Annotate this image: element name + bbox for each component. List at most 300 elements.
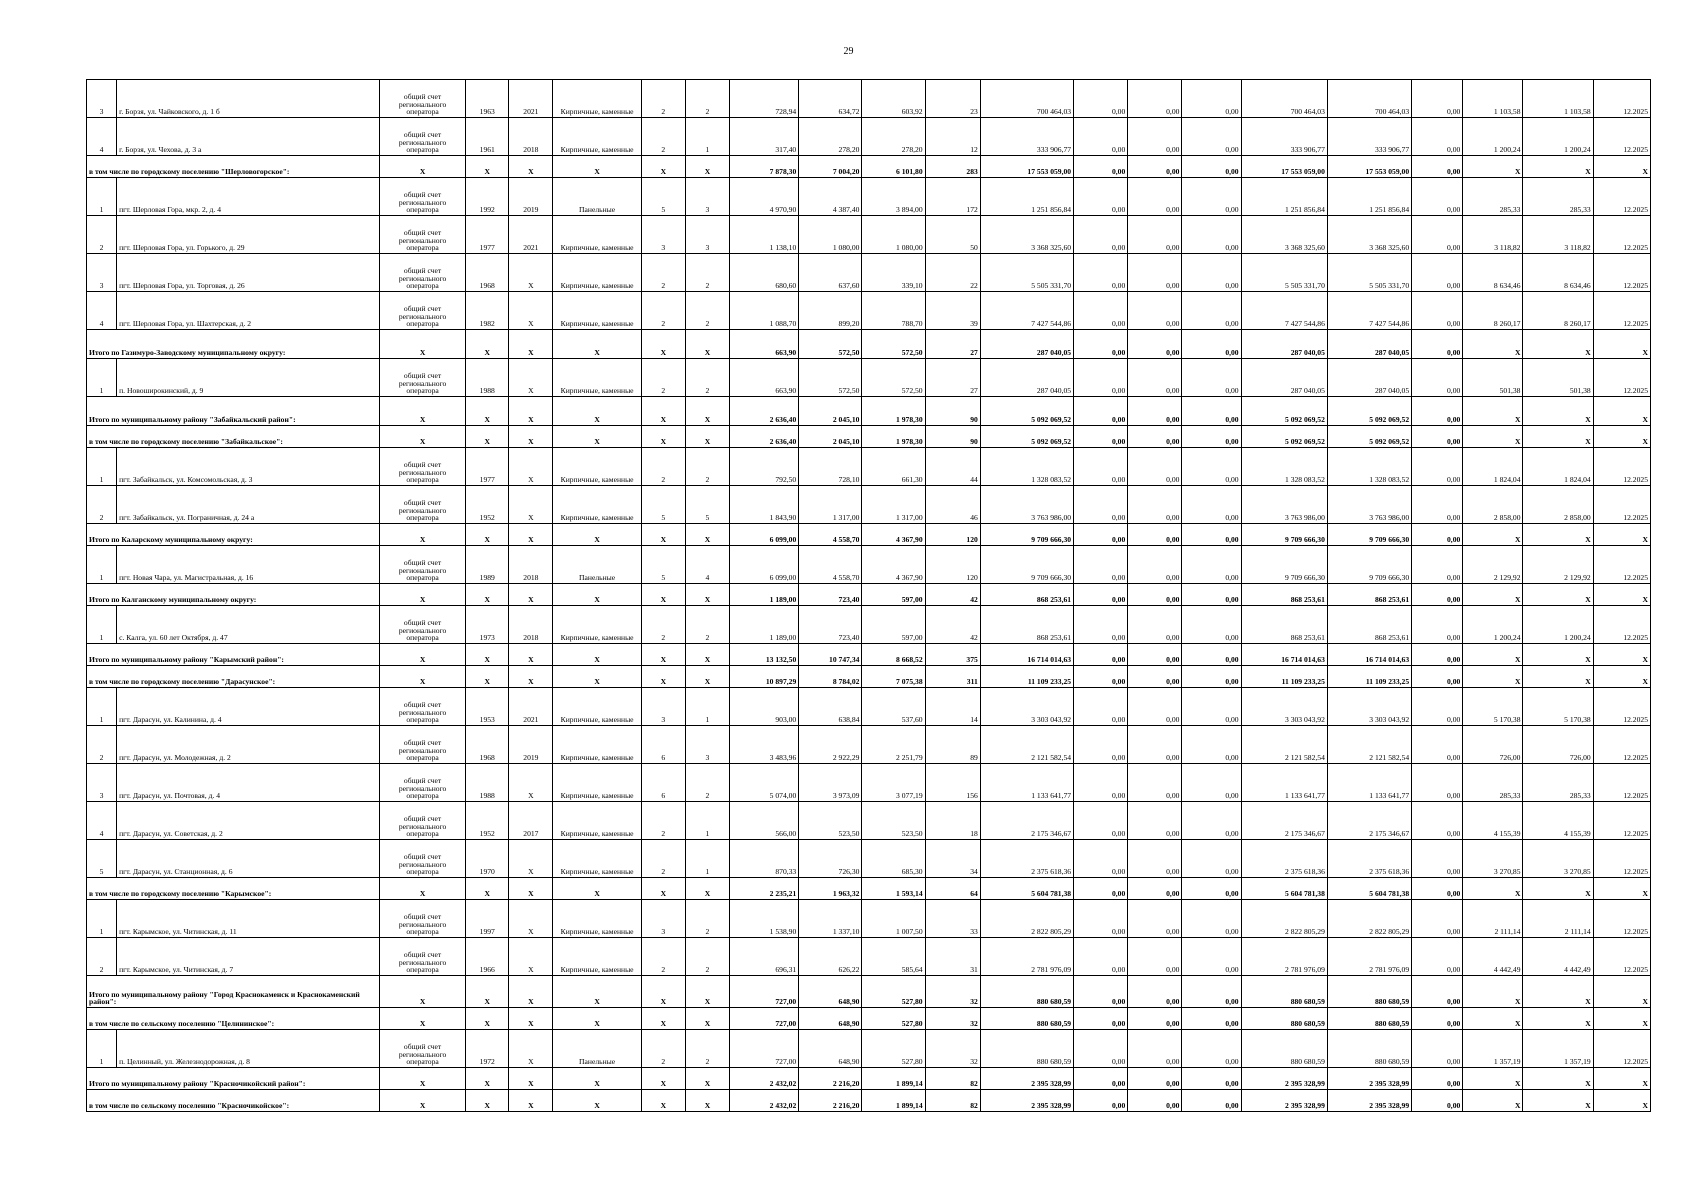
funding-4-cell: 11 109 233,25 [1241, 666, 1327, 688]
wall-material-cell: Кирпичные, каменные [553, 292, 641, 330]
unit-max-cost-cell: X [1523, 397, 1593, 426]
funding-2-cell: 0,00 [1128, 606, 1182, 644]
wall-material-cell: Кирпичные, каменные [553, 900, 641, 938]
unit-cost-cell: 3 118,82 [1463, 216, 1523, 254]
unit-max-cost-cell: 2 129,92 [1523, 546, 1593, 584]
funding-3-cell: 0,00 [1182, 976, 1241, 1008]
address-cell: пгт. Шерловая Гора, ул. Шахтерская, д. 2 [117, 292, 380, 330]
fund-cell: общий счет регионального оператора [379, 802, 465, 840]
funding-1-cell: 0,00 [1074, 1090, 1128, 1112]
funding-1-cell: 0,00 [1074, 666, 1128, 688]
area-residential-cell: 1 899,14 [862, 1090, 925, 1112]
table-row [87, 546, 1651, 584]
unit-cost-cell: 5 170,38 [1463, 688, 1523, 726]
area-living-cell: 7 004,20 [799, 156, 862, 178]
floors-cell: 5 [641, 486, 685, 524]
cost-sum-cell: 9 709 666,30 [1327, 546, 1411, 584]
funding-3-cell: 0,00 [1182, 524, 1241, 546]
address-cell: г. Борзя, ул. Чехова, д. 3 а [117, 118, 380, 156]
table-row [87, 840, 1651, 878]
year-built-cell: 1970 [466, 840, 509, 878]
wall-material-cell: Кирпичные, каменные [553, 688, 641, 726]
funding-2-cell: 0,00 [1128, 254, 1182, 292]
cost-sum-cell: 880 680,59 [1327, 1030, 1411, 1068]
fund-cell: X [379, 976, 465, 1008]
funding-2-cell: 0,00 [1128, 426, 1182, 448]
deadline-cell: 12.2025 [1593, 938, 1650, 976]
table-row [87, 448, 1651, 486]
wall-material-cell: X [553, 1008, 641, 1030]
row-number-cell: 1 [87, 448, 117, 486]
area-living-cell: 726,30 [799, 840, 862, 878]
unit-max-cost-cell: 501,38 [1523, 359, 1593, 397]
year-built-cell: 1952 [466, 802, 509, 840]
wall-material-cell: X [553, 524, 641, 546]
floors-cell: X [641, 1090, 685, 1112]
floors-cell: 6 [641, 726, 685, 764]
funding-3-cell: 0,00 [1182, 80, 1241, 118]
residents-cell: 14 [925, 688, 980, 726]
funding-1-cell: 0,00 [1074, 584, 1128, 606]
entrances-cell: X [685, 426, 729, 448]
row-number-cell: 1 [87, 900, 117, 938]
year-built-cell: 1988 [466, 359, 509, 397]
funding-3-cell: 0,00 [1182, 584, 1241, 606]
residents-cell: 46 [925, 486, 980, 524]
funding-1-cell: 0,00 [1074, 802, 1128, 840]
row-number-cell: 5 [87, 840, 117, 878]
year-built-cell: X [466, 1068, 509, 1090]
area-residential-cell: 1 899,14 [862, 1068, 925, 1090]
funding-1-cell: 0,00 [1074, 486, 1128, 524]
table-row [87, 292, 1651, 330]
entrances-cell: X [685, 644, 729, 666]
funding-4-cell: 1 251 856,84 [1241, 178, 1327, 216]
funding-2-cell: 0,00 [1128, 1030, 1182, 1068]
area-living-cell: 634,72 [799, 80, 862, 118]
year-repair-cell: 2018 [509, 606, 553, 644]
cost-total-cell: 17 553 059,00 [980, 156, 1073, 178]
deadline-cell: 12.2025 [1593, 254, 1650, 292]
funding-3-cell: 0,00 [1182, 118, 1241, 156]
entrances-cell: X [685, 1090, 729, 1112]
funding-4-cell: 287 040,05 [1241, 359, 1327, 397]
unit-max-cost-cell: 4 155,39 [1523, 802, 1593, 840]
cost-sum-cell: 2 175 346,67 [1327, 802, 1411, 840]
area-residential-cell: 572,50 [862, 359, 925, 397]
area-total-cell: 696,31 [730, 938, 799, 976]
area-residential-cell: 537,60 [862, 688, 925, 726]
unit-max-cost-cell: 8 634,46 [1523, 254, 1593, 292]
funding-5-cell: 0,00 [1412, 764, 1463, 802]
funding-4-cell: 1 328 083,52 [1241, 448, 1327, 486]
cost-sum-cell: 1 328 083,52 [1327, 448, 1411, 486]
floors-cell: X [641, 666, 685, 688]
area-living-cell: 1 080,00 [799, 216, 862, 254]
funding-5-cell: 0,00 [1412, 426, 1463, 448]
funding-1-cell: 0,00 [1074, 900, 1128, 938]
fund-cell: X [379, 524, 465, 546]
entrances-cell: X [685, 666, 729, 688]
residents-cell: 32 [925, 1030, 980, 1068]
funding-4-cell: 17 553 059,00 [1241, 156, 1327, 178]
table-row [87, 726, 1651, 764]
cost-sum-cell: 287 040,05 [1327, 359, 1411, 397]
deadline-cell: 12.2025 [1593, 1030, 1650, 1068]
unit-cost-cell: 4 155,39 [1463, 802, 1523, 840]
area-residential-cell: 685,30 [862, 840, 925, 878]
area-total-cell: 1 843,90 [730, 486, 799, 524]
funding-2-cell: 0,00 [1128, 644, 1182, 666]
area-living-cell: 4 387,40 [799, 178, 862, 216]
unit-cost-cell: 1 357,19 [1463, 1030, 1523, 1068]
year-repair-cell: 2018 [509, 118, 553, 156]
area-living-cell: 278,20 [799, 118, 862, 156]
area-living-cell: 1 337,10 [799, 900, 862, 938]
row-number-cell: 2 [87, 486, 117, 524]
year-built-cell: 1992 [466, 178, 509, 216]
floors-cell: X [641, 330, 685, 359]
funding-4-cell: 880 680,59 [1241, 1030, 1327, 1068]
funding-2-cell: 0,00 [1128, 80, 1182, 118]
unit-max-cost-cell: 285,33 [1523, 178, 1593, 216]
funding-3-cell: 0,00 [1182, 330, 1241, 359]
funding-1-cell: 0,00 [1074, 80, 1128, 118]
wall-material-cell: X [553, 1090, 641, 1112]
year-built-cell: X [466, 426, 509, 448]
unit-max-cost-cell: 2 111,14 [1523, 900, 1593, 938]
area-living-cell: 2 216,20 [799, 1068, 862, 1090]
area-total-cell: 1 138,10 [730, 216, 799, 254]
entrances-cell: X [685, 1068, 729, 1090]
area-living-cell: 638,84 [799, 688, 862, 726]
year-built-cell: 1968 [466, 726, 509, 764]
unit-max-cost-cell: X [1523, 156, 1593, 178]
funding-4-cell: 2 121 582,54 [1241, 726, 1327, 764]
funding-2-cell: 0,00 [1128, 938, 1182, 976]
year-built-cell: 1977 [466, 448, 509, 486]
area-total-cell: 4 970,90 [730, 178, 799, 216]
funding-2-cell: 0,00 [1128, 216, 1182, 254]
year-repair-cell: X [509, 254, 553, 292]
year-built-cell: X [466, 524, 509, 546]
funding-3-cell: 0,00 [1182, 359, 1241, 397]
year-built-cell: 1977 [466, 216, 509, 254]
funding-2-cell: 0,00 [1128, 976, 1182, 1008]
area-living-cell: 1 963,32 [799, 878, 862, 900]
area-residential-cell: 603,92 [862, 80, 925, 118]
cost-total-cell: 1 251 856,84 [980, 178, 1073, 216]
funding-1-cell: 0,00 [1074, 1008, 1128, 1030]
residents-cell: 375 [925, 644, 980, 666]
wall-material-cell: X [553, 330, 641, 359]
cost-sum-cell: 3 368 325,60 [1327, 216, 1411, 254]
residents-cell: 34 [925, 840, 980, 878]
cost-total-cell: 333 906,77 [980, 118, 1073, 156]
cost-total-cell: 7 427 544,86 [980, 292, 1073, 330]
year-built-cell: X [466, 878, 509, 900]
unit-cost-cell: 2 858,00 [1463, 486, 1523, 524]
subtotal-label-cell: Итого по муниципальному району "Город Краснокаменск и Краснокаменский район": [87, 976, 380, 1008]
address-cell: пгт. Дарасун, ул. Станционная, д. 6 [117, 840, 380, 878]
funding-1-cell: 0,00 [1074, 292, 1128, 330]
funding-2-cell: 0,00 [1128, 359, 1182, 397]
area-residential-cell: 8 668,52 [862, 644, 925, 666]
funding-5-cell: 0,00 [1412, 118, 1463, 156]
funding-4-cell: 2 375 618,36 [1241, 840, 1327, 878]
funding-1-cell: 0,00 [1074, 330, 1128, 359]
unit-cost-cell: 4 442,49 [1463, 938, 1523, 976]
funding-2-cell: 0,00 [1128, 764, 1182, 802]
year-repair-cell: X [509, 938, 553, 976]
unit-cost-cell: 8 634,46 [1463, 254, 1523, 292]
area-total-cell: 3 483,96 [730, 726, 799, 764]
funding-1-cell: 0,00 [1074, 118, 1128, 156]
funding-3-cell: 0,00 [1182, 178, 1241, 216]
year-built-cell: X [466, 397, 509, 426]
funding-2-cell: 0,00 [1128, 878, 1182, 900]
floors-cell: X [641, 644, 685, 666]
funding-5-cell: 0,00 [1412, 840, 1463, 878]
cost-total-cell: 880 680,59 [980, 1030, 1073, 1068]
funding-1-cell: 0,00 [1074, 764, 1128, 802]
area-total-cell: 680,60 [730, 254, 799, 292]
cost-sum-cell: 2 375 618,36 [1327, 840, 1411, 878]
year-repair-cell: 2019 [509, 178, 553, 216]
funding-4-cell: 2 822 805,29 [1241, 900, 1327, 938]
funding-4-cell: 2 175 346,67 [1241, 802, 1327, 840]
fund-cell: общий счет регионального оператора [379, 688, 465, 726]
fund-cell: общий счет регионального оператора [379, 938, 465, 976]
residents-cell: 172 [925, 178, 980, 216]
area-residential-cell: 339,10 [862, 254, 925, 292]
fund-cell: X [379, 644, 465, 666]
cost-total-cell: 3 763 986,00 [980, 486, 1073, 524]
funding-1-cell: 0,00 [1074, 524, 1128, 546]
year-built-cell: 1989 [466, 546, 509, 584]
subtotal-label-cell: Итого по Калганскому муниципальному округу: [87, 584, 380, 606]
funding-2-cell: 0,00 [1128, 546, 1182, 584]
area-residential-cell: 572,50 [862, 330, 925, 359]
floors-cell: 3 [641, 900, 685, 938]
table-row [87, 938, 1651, 976]
area-total-cell: 2 636,40 [730, 397, 799, 426]
residents-cell: 90 [925, 426, 980, 448]
year-built-cell: 1988 [466, 764, 509, 802]
fund-cell: общий счет регионального оператора [379, 900, 465, 938]
year-built-cell: X [466, 584, 509, 606]
residents-cell: 23 [925, 80, 980, 118]
funding-2-cell: 0,00 [1128, 802, 1182, 840]
area-living-cell: 8 784,02 [799, 666, 862, 688]
funding-5-cell: 0,00 [1412, 216, 1463, 254]
funding-5-cell: 0,00 [1412, 156, 1463, 178]
row-number-cell: 4 [87, 802, 117, 840]
funding-5-cell: 0,00 [1412, 524, 1463, 546]
unit-cost-cell: 3 270,85 [1463, 840, 1523, 878]
area-total-cell: 7 878,30 [730, 156, 799, 178]
fund-cell: общий счет регионального оператора [379, 1030, 465, 1068]
fund-cell: общий счет регионального оператора [379, 546, 465, 584]
funding-2-cell: 0,00 [1128, 524, 1182, 546]
area-residential-cell: 1 007,50 [862, 900, 925, 938]
floors-cell: X [641, 156, 685, 178]
address-cell: с. Калга, ул. 60 лет Октября, д. 47 [117, 606, 380, 644]
cost-sum-cell: 2 121 582,54 [1327, 726, 1411, 764]
deadline-cell: 12.2025 [1593, 900, 1650, 938]
funding-3-cell: 0,00 [1182, 900, 1241, 938]
residents-cell: 283 [925, 156, 980, 178]
floors-cell: 2 [641, 938, 685, 976]
year-repair-cell: X [509, 1008, 553, 1030]
unit-max-cost-cell: X [1523, 976, 1593, 1008]
unit-max-cost-cell: X [1523, 644, 1593, 666]
unit-cost-cell: X [1463, 397, 1523, 426]
row-number-cell: 3 [87, 80, 117, 118]
funding-2-cell: 0,00 [1128, 1008, 1182, 1030]
funding-1-cell: 0,00 [1074, 448, 1128, 486]
deadline-cell: 12.2025 [1593, 726, 1650, 764]
wall-material-cell: Кирпичные, каменные [553, 726, 641, 764]
funding-4-cell: 333 906,77 [1241, 118, 1327, 156]
row-number-cell: 2 [87, 216, 117, 254]
subtotal-row [87, 976, 1651, 1008]
fund-cell: X [379, 1008, 465, 1030]
unit-max-cost-cell: X [1523, 1008, 1593, 1030]
area-living-cell: 728,10 [799, 448, 862, 486]
fund-cell: X [379, 666, 465, 688]
unit-max-cost-cell: X [1523, 330, 1593, 359]
funding-3-cell: 0,00 [1182, 292, 1241, 330]
cost-total-cell: 2 395 328,99 [980, 1090, 1073, 1112]
residents-cell: 39 [925, 292, 980, 330]
area-residential-cell: 661,30 [862, 448, 925, 486]
entrances-cell: X [685, 976, 729, 1008]
area-living-cell: 648,90 [799, 1008, 862, 1030]
area-residential-cell: 527,80 [862, 1008, 925, 1030]
residents-cell: 120 [925, 524, 980, 546]
row-number-cell: 4 [87, 292, 117, 330]
funding-4-cell: 880 680,59 [1241, 1008, 1327, 1030]
area-living-cell: 2 922,29 [799, 726, 862, 764]
residents-cell: 82 [925, 1090, 980, 1112]
funding-5-cell: 0,00 [1412, 802, 1463, 840]
area-living-cell: 626,22 [799, 938, 862, 976]
wall-material-cell: Кирпичные, каменные [553, 359, 641, 397]
unit-cost-cell: X [1463, 524, 1523, 546]
cost-total-cell: 2 822 805,29 [980, 900, 1073, 938]
area-residential-cell: 1 978,30 [862, 397, 925, 426]
area-living-cell: 3 973,09 [799, 764, 862, 802]
residents-cell: 50 [925, 216, 980, 254]
deadline-cell: 12.2025 [1593, 448, 1650, 486]
deadline-cell: X [1593, 584, 1650, 606]
deadline-cell: 12.2025 [1593, 216, 1650, 254]
cost-sum-cell: 3 303 043,92 [1327, 688, 1411, 726]
funding-1-cell: 0,00 [1074, 178, 1128, 216]
year-repair-cell: 2021 [509, 688, 553, 726]
table-row [87, 80, 1651, 118]
wall-material-cell: X [553, 878, 641, 900]
wall-material-cell: Кирпичные, каменные [553, 80, 641, 118]
area-residential-cell: 788,70 [862, 292, 925, 330]
area-total-cell: 727,00 [730, 1008, 799, 1030]
funding-1-cell: 0,00 [1074, 938, 1128, 976]
floors-cell: X [641, 397, 685, 426]
funding-1-cell: 0,00 [1074, 644, 1128, 666]
row-number-cell: 2 [87, 938, 117, 976]
area-residential-cell: 585,64 [862, 938, 925, 976]
wall-material-cell: X [553, 644, 641, 666]
cost-total-cell: 2 375 618,36 [980, 840, 1073, 878]
fund-cell: X [379, 1090, 465, 1112]
year-built-cell: 1997 [466, 900, 509, 938]
unit-max-cost-cell: 726,00 [1523, 726, 1593, 764]
floors-cell: 2 [641, 802, 685, 840]
row-number-cell: 2 [87, 726, 117, 764]
deadline-cell: X [1593, 397, 1650, 426]
year-repair-cell: X [509, 1090, 553, 1112]
entrances-cell: X [685, 878, 729, 900]
wall-material-cell: Кирпичные, каменные [553, 448, 641, 486]
funding-5-cell: 0,00 [1412, 80, 1463, 118]
funding-3-cell: 0,00 [1182, 802, 1241, 840]
unit-max-cost-cell: 3 118,82 [1523, 216, 1593, 254]
cost-total-cell: 2 121 582,54 [980, 726, 1073, 764]
cost-total-cell: 868 253,61 [980, 584, 1073, 606]
deadline-cell: X [1593, 666, 1650, 688]
funding-4-cell: 880 680,59 [1241, 976, 1327, 1008]
funding-3-cell: 0,00 [1182, 1008, 1241, 1030]
entrances-cell: X [685, 1008, 729, 1030]
unit-max-cost-cell: 3 270,85 [1523, 840, 1593, 878]
subtotal-label-cell: Итого по Каларскому муниципальному округу: [87, 524, 380, 546]
subtotal-row [87, 1008, 1651, 1030]
deadline-cell: X [1593, 524, 1650, 546]
unit-cost-cell: 726,00 [1463, 726, 1523, 764]
entrances-cell: X [685, 397, 729, 426]
subtotal-row [87, 397, 1651, 426]
unit-max-cost-cell: 5 170,38 [1523, 688, 1593, 726]
funding-3-cell: 0,00 [1182, 606, 1241, 644]
year-repair-cell: X [509, 878, 553, 900]
unit-max-cost-cell: 1 824,04 [1523, 448, 1593, 486]
unit-max-cost-cell: 285,33 [1523, 764, 1593, 802]
area-total-cell: 566,00 [730, 802, 799, 840]
funding-5-cell: 0,00 [1412, 644, 1463, 666]
address-cell: пгт. Карымское, ул. Читинская, д. 11 [117, 900, 380, 938]
area-total-cell: 1 088,70 [730, 292, 799, 330]
funding-2-cell: 0,00 [1128, 900, 1182, 938]
residents-cell: 44 [925, 448, 980, 486]
subtotal-row [87, 666, 1651, 688]
row-number-cell: 3 [87, 254, 117, 292]
address-cell: пгт. Забайкальск, ул. Комсомольская, д. 3 [117, 448, 380, 486]
funding-1-cell: 0,00 [1074, 359, 1128, 397]
year-repair-cell: X [509, 1068, 553, 1090]
funding-1-cell: 0,00 [1074, 840, 1128, 878]
cost-total-cell: 3 368 325,60 [980, 216, 1073, 254]
fund-cell: общий счет регионального оператора [379, 118, 465, 156]
funding-5-cell: 0,00 [1412, 330, 1463, 359]
table-row [87, 118, 1651, 156]
area-residential-cell: 2 251,79 [862, 726, 925, 764]
funding-3-cell: 0,00 [1182, 397, 1241, 426]
page-number: 29 [843, 46, 854, 57]
funding-5-cell: 0,00 [1412, 486, 1463, 524]
funding-3-cell: 0,00 [1182, 688, 1241, 726]
funding-4-cell: 868 253,61 [1241, 584, 1327, 606]
